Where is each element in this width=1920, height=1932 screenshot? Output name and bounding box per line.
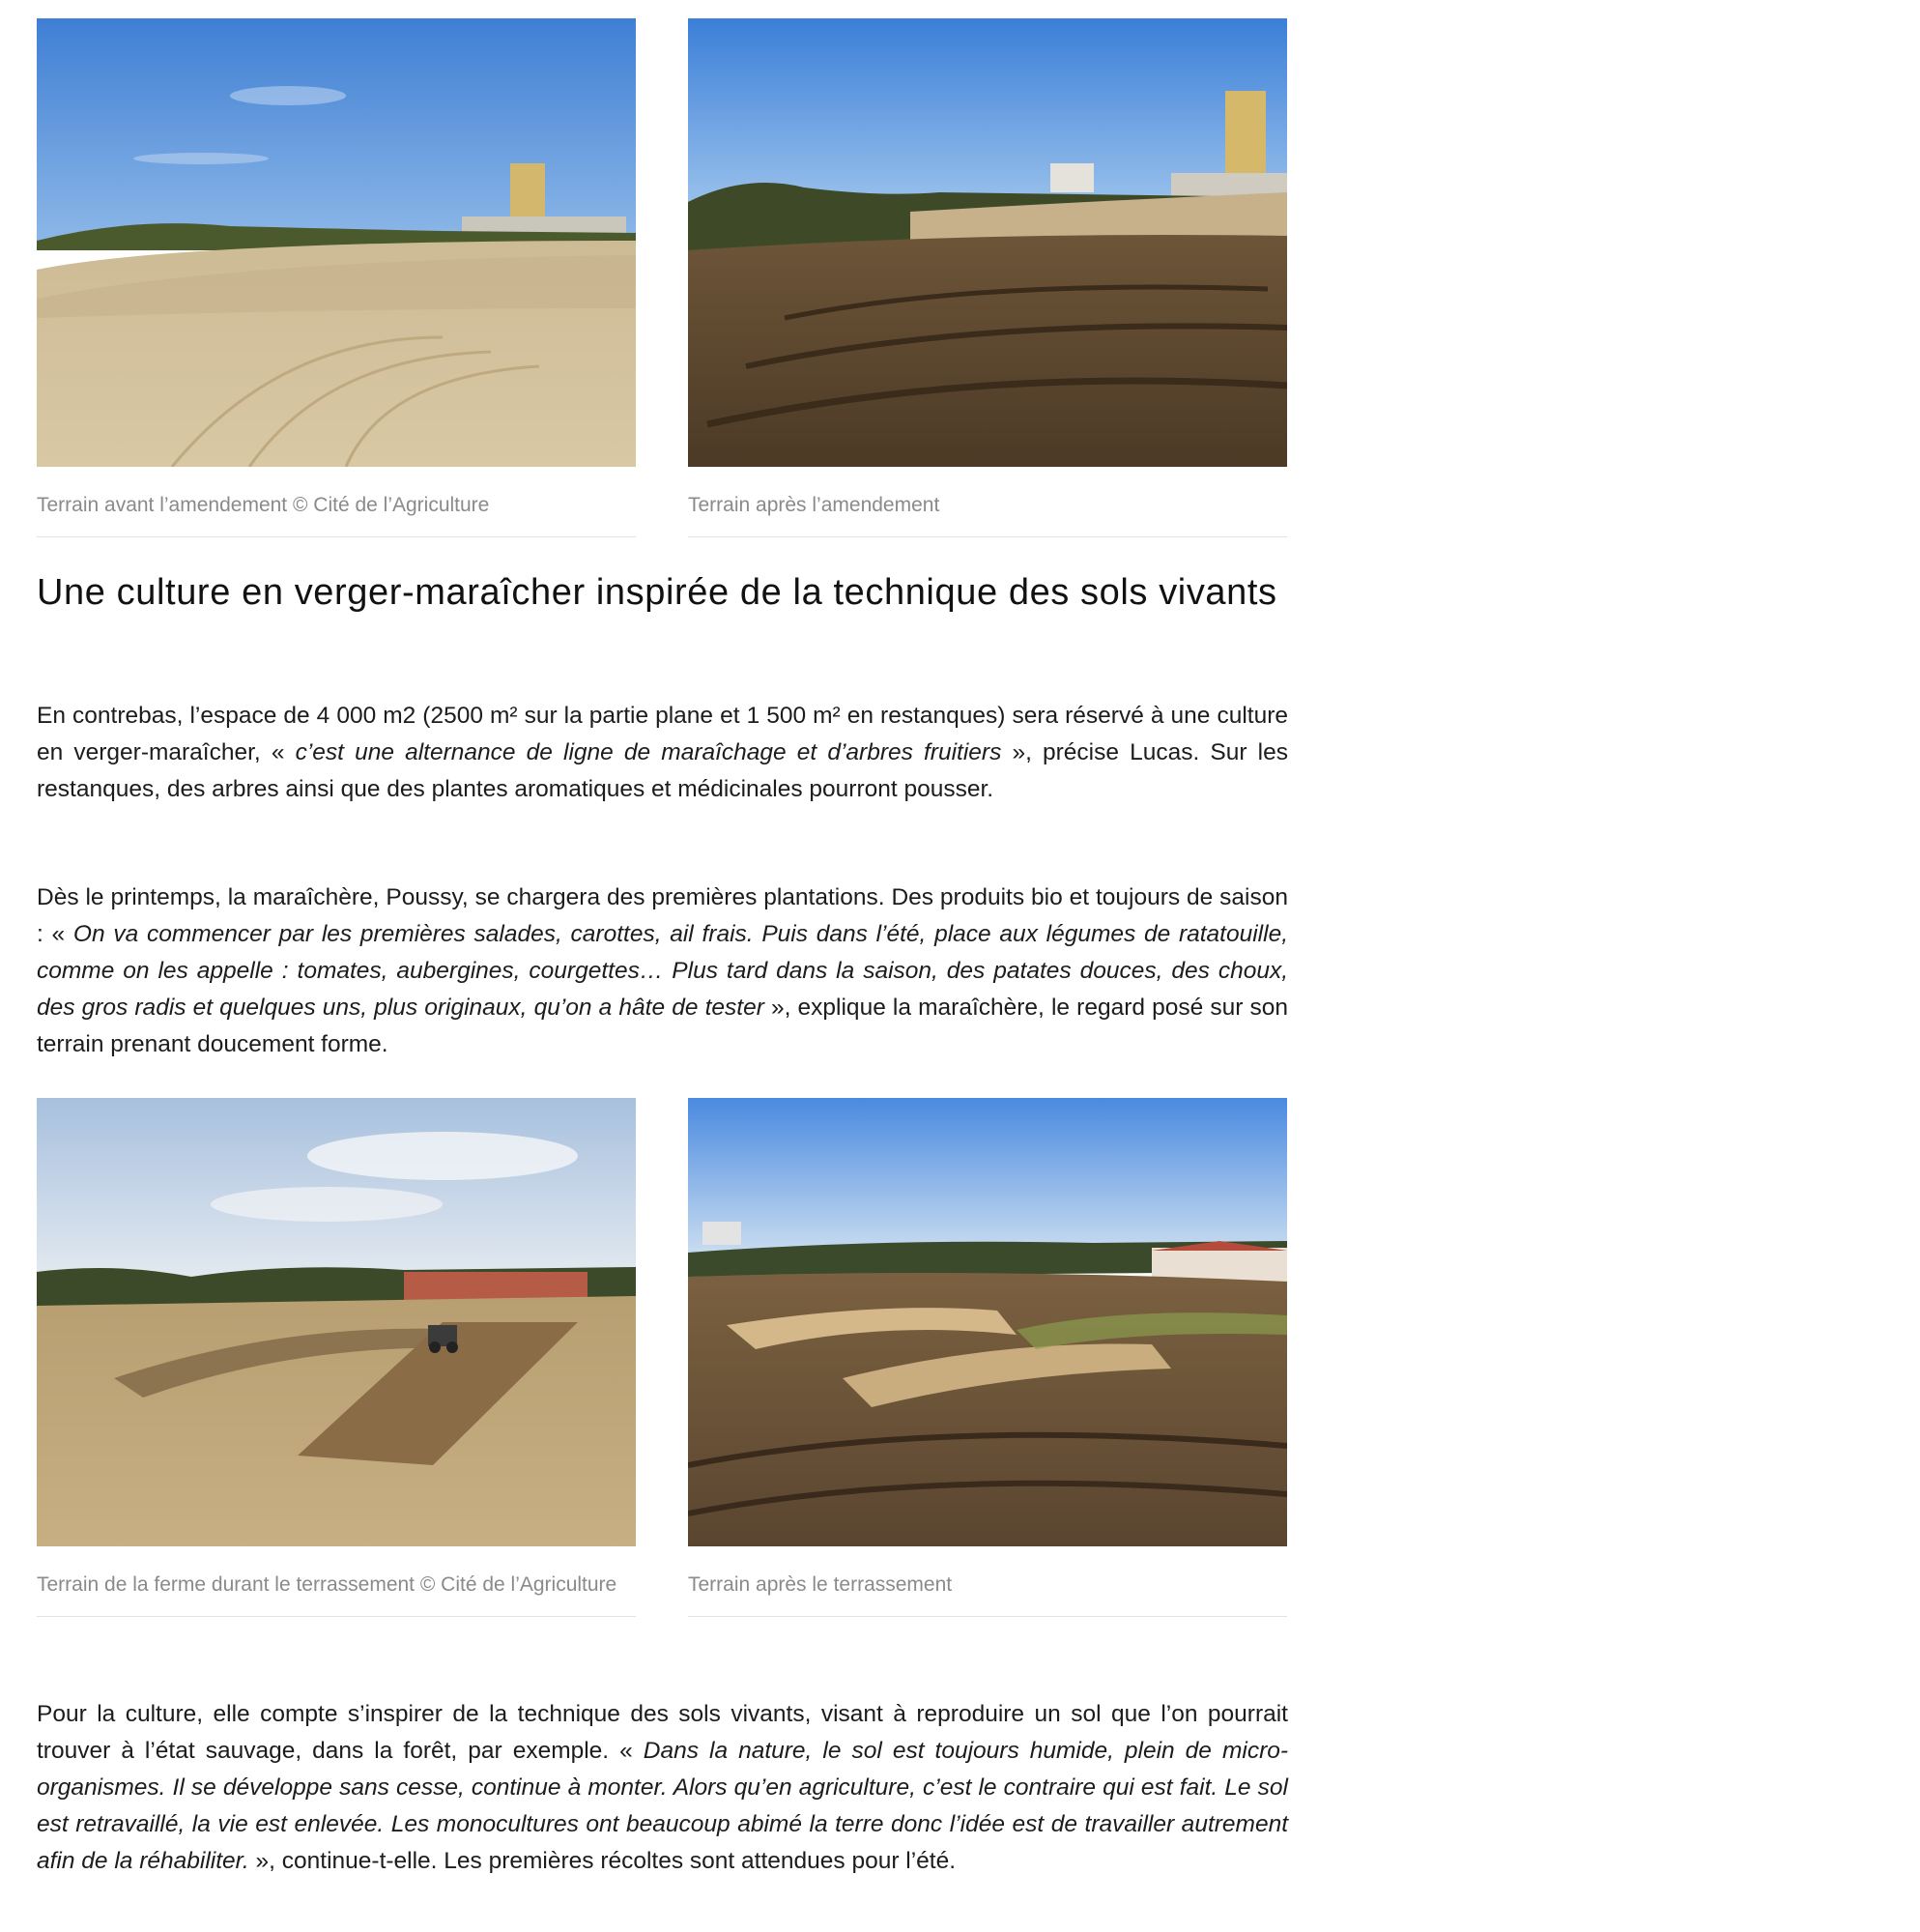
paragraph-quote: c’est une alternance de ligne de maraîchage et d’arbres fruitiers xyxy=(295,739,1002,765)
paragraph-sols-vivants xyxy=(37,1696,1288,1880)
figure-after-earthworks xyxy=(688,1098,1287,1617)
paragraph-text: En contrebas, l’espace de 4 000 m2 (2500 m² sur la partie plane et 1 500 m² en restanques) sera réservé à une culture en verger-maraîcher, « xyxy=(37,703,1288,765)
section-heading: Une culture en verger-maraîcher inspirée de la technique des sols vivants xyxy=(37,572,1277,613)
figure-before-amendment xyxy=(37,18,636,537)
figure-caption: Terrain après l’amendement xyxy=(688,486,1287,537)
paragraph-quote: Dans la nature, le sol est toujours humide, plein de micro-organismes. Il se développe sans cesse, continue à monter. Alors qu’en agriculture, c’est le contraire qui est fait. Le sol est retravaillé, la vie est enlevée. Les monocultures ont beaucoup abimé la terre donc l’idée est de travailler autrement afin de la réhabiliter. xyxy=(37,1738,1289,1874)
paragraph-text: Dès le printemps, la maraîchère, Poussy, se chargera des premières plantations. Des produits bio et toujours de saison : « xyxy=(37,884,1288,947)
paragraph-text: », explique la maraîchère, le regard posé sur son terrain prenant doucement forme. xyxy=(37,995,1289,1057)
figure-caption: Terrain de la ferme durant le terrassement © Cité de l’Agriculture xyxy=(37,1566,636,1617)
photo-terrain-before-amendment[interactable] xyxy=(37,18,636,467)
figure-during-earthworks xyxy=(37,1098,636,1617)
paragraph-verger-maraicher xyxy=(37,698,1288,808)
paragraph-premieres-plantations xyxy=(37,879,1288,1063)
figure-after-amendment xyxy=(688,18,1287,537)
paragraph-text: », continue-t-elle. Les premières récoltes sont attendues pour l’été. xyxy=(248,1848,957,1874)
figure-caption: Terrain avant l’amendement © Cité de l’Agriculture xyxy=(37,486,636,537)
figure-caption: Terrain après le terrassement xyxy=(688,1566,1287,1617)
photo-terrain-after-amendment[interactable] xyxy=(688,18,1287,467)
photo-terrain-after-earthworks[interactable] xyxy=(688,1098,1287,1546)
paragraph-quote: On va commencer par les premières salades, carottes, ail frais. Puis dans l’été, place aux légumes de ratatouille, comme on les appelle : tomates, aubergines, courgettes… Plus tard dans la saison, des patates douces, des choux, des gros radis et quelques uns, plus originaux, qu’on a hâte de tester xyxy=(37,921,1288,1021)
paragraph-text: Pour la culture, elle compte s’inspirer de la technique des sols vivants, visant à reproduire un sol que l’on pourrait trouver à l’état sauvage, dans la forêt, par exemple. « xyxy=(37,1701,1288,1764)
paragraph-text: », précise Lucas. Sur les restanques, des arbres ainsi que des plantes aromatiques et médicinales pourront pousser. xyxy=(37,739,1288,802)
photo-terrain-during-earthworks[interactable] xyxy=(37,1098,636,1546)
